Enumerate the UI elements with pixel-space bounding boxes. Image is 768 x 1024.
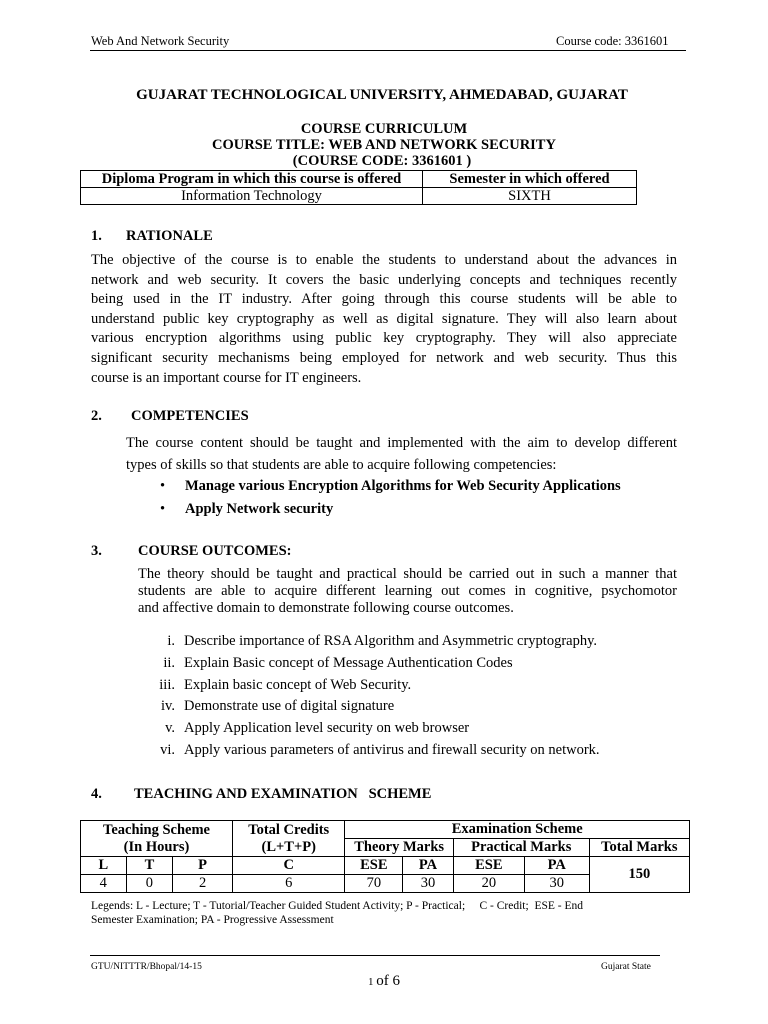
- program-value: Information Technology: [81, 188, 423, 205]
- theory-marks-header: Theory Marks: [345, 839, 453, 857]
- section-2-heading: COMPETENCIES: [131, 408, 249, 424]
- total-marks-header: Total Marks: [589, 839, 689, 857]
- outcomes-line: and affective domain to demonstrate following course outcomes.: [138, 600, 514, 616]
- scheme-value: 4: [81, 875, 127, 893]
- rationale-paragraph: [91, 251, 677, 388]
- sub-header: PA: [524, 857, 589, 875]
- bullet-icon: •: [160, 478, 166, 494]
- rationale-line: understand public key cryptography as well as digital signature. They will also learn about: [91, 310, 677, 327]
- program-header: Diploma Program in which this course is offered: [81, 171, 423, 188]
- outcomes-line: students are able to acquire different learning out comes in cognitive, psychomotor: [138, 583, 677, 599]
- scheme-value: 2: [173, 875, 233, 893]
- scheme-value: 70: [345, 875, 403, 893]
- curriculum-title: COURSE CURRICULUM: [300, 121, 468, 137]
- rationale-line: The objective of the course is to enable the students to understand about the advances in: [91, 252, 677, 268]
- footer-divider: [90, 955, 660, 956]
- competencies-line: types of skills so that students are able to acquire following competencies:: [126, 457, 557, 473]
- competency-bullet: • Apply Network security: [160, 501, 334, 517]
- semester-value: SIXTH: [423, 188, 637, 205]
- section-1-heading: RATIONALE: [126, 228, 213, 244]
- sub-header: C: [232, 857, 344, 875]
- footer-right: Gujarat State: [601, 962, 651, 972]
- header-course-code: Course code: 3361601: [556, 34, 669, 48]
- section-4-heading: TEACHING AND EXAMINATION SCHEME: [134, 786, 432, 802]
- legend-line-1: Legends: L - Lecture; T - Tutorial/Teacher Guided Student Activity; P - Practical; C - Credit; ESE - End: [91, 900, 584, 912]
- sub-header: L: [81, 857, 127, 875]
- course-title: COURSE TITLE: WEB AND NETWORK SECURITY: [212, 137, 556, 153]
- scheme-value: 30: [524, 875, 589, 893]
- section-3-heading: COURSE OUTCOMES:: [138, 543, 292, 559]
- scheme-value: 20: [453, 875, 524, 893]
- outcomes-line: The theory should be taught and practical should be carried out in such a manner that: [138, 566, 677, 582]
- scheme-value: 0: [126, 875, 173, 893]
- exam-scheme-header: Examination Scheme: [345, 821, 690, 839]
- sub-header: ESE: [453, 857, 524, 875]
- rationale-line: significant security mechanisms being employed for network and web security. Thus this: [91, 349, 677, 366]
- rationale-line: various encryption algorithms using public key cryptography. They will also appreciate: [91, 330, 677, 347]
- header-divider: [90, 50, 686, 51]
- program-table: [80, 170, 637, 205]
- outcomes-paragraph: [138, 566, 677, 617]
- competencies-paragraph: [126, 432, 677, 476]
- bullet-icon: •: [160, 501, 166, 517]
- semester-header: Semester in which offered: [423, 171, 637, 188]
- practical-marks-header: Practical Marks: [453, 839, 589, 857]
- section-3-number: 3.: [91, 543, 102, 559]
- sub-header: PA: [403, 857, 454, 875]
- scheme-value: 30: [403, 875, 454, 893]
- competencies-line: The course content should be taught and implemented with the aim to develop different: [126, 435, 677, 451]
- course-code-title: (COURSE CODE: 3361601 ): [292, 153, 472, 169]
- page-total: of 6: [376, 973, 400, 989]
- section-4-number: 4.: [91, 786, 102, 802]
- page-number: [0, 973, 768, 990]
- rationale-line: being used in the IT industry. After going through this course students will be able to: [91, 291, 677, 308]
- sub-header: P: [173, 857, 233, 875]
- section-2-number: 2.: [91, 408, 102, 424]
- university-title: GUJARAT TECHNOLOGICAL UNIVERSITY, AHMEDABAD, GUJARAT: [136, 87, 628, 103]
- header-course-name: Web And Network Security: [91, 34, 230, 48]
- footer-left: GTU/NITTTR/Bhopal/14-15: [91, 962, 202, 972]
- scheme-table: [80, 820, 690, 893]
- section-1-number: 1.: [91, 228, 102, 244]
- sub-header: ESE: [345, 857, 403, 875]
- competency-bullet: • Manage various Encryption Algorithms for Web Security Applications: [160, 478, 621, 494]
- scheme-value: 6: [232, 875, 344, 893]
- rationale-line: network and web security. It covers the basic underlying concepts and techniques recently: [91, 271, 677, 288]
- sub-header: T: [126, 857, 173, 875]
- total-credits-header: Total Credits (L+T+P): [232, 821, 344, 857]
- rationale-line: course is an important course for IT engineers.: [91, 369, 362, 386]
- legend: [91, 899, 691, 927]
- page-current: 1: [368, 976, 374, 988]
- total-marks-value: 150: [589, 857, 689, 893]
- teaching-scheme-header: Teaching Scheme (In Hours): [81, 821, 233, 857]
- legend-line-2: Semester Examination; PA - Progressive Assessment: [91, 914, 334, 926]
